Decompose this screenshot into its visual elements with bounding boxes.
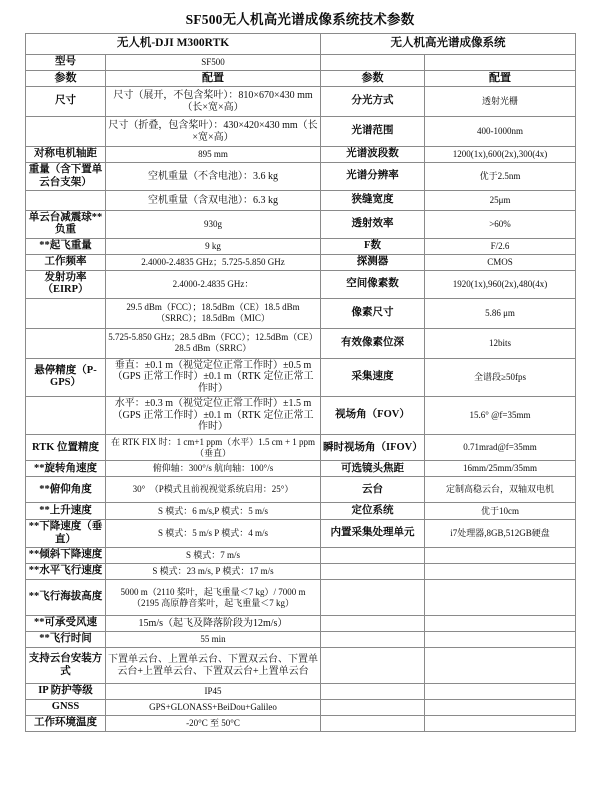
row-value-right [425, 684, 576, 700]
row-label-right: 像素尺寸 [321, 298, 425, 328]
row-label-left: **下降速度（垂直） [26, 520, 106, 548]
row-label-left: 发射功率（EIRP） [26, 270, 106, 298]
row-label-left: **旋转角速度 [26, 461, 106, 477]
row-value-right: F/2.6 [425, 238, 576, 254]
row-label-left: 单云台减震球**负重 [26, 211, 106, 239]
table-row [26, 648, 576, 684]
row-value-right: 16mm/25mm/35mm [425, 461, 576, 477]
row-value-right: 15.6° @f=35mm [425, 396, 576, 434]
row-label-left: **水平飞行速度 [26, 564, 106, 580]
row-label-left: 工作频率 [26, 254, 106, 270]
row-label-right: 内置采集处理单元 [321, 520, 425, 548]
row-value-left: 下置单云台、上置单云台、下置双云台、下置单云台+上置单云台、下置双云台+上置单云台 [106, 648, 321, 684]
row-value-right: 1200(1x),600(2x),300(4x) [425, 147, 576, 163]
column-header-row [26, 71, 576, 87]
row-value-right [425, 616, 576, 632]
row-label-left: 支持云台安装方式 [26, 648, 106, 684]
table-row [26, 328, 576, 358]
row-label-right: 光谱范围 [321, 117, 425, 147]
row-label-left: **飞行时间 [26, 632, 106, 648]
row-label-right: 透射效率 [321, 211, 425, 239]
row-label-left: 悬停精度（P-GPS） [26, 358, 106, 396]
group-header-row [26, 34, 576, 55]
row-label-right: 空间像素数 [321, 270, 425, 298]
row-value-right: 透射光栅 [425, 87, 576, 117]
row-label-left: 对称电机轴距 [26, 147, 106, 163]
row-value-right [425, 716, 576, 732]
row-value-left: 尺寸（折叠，包含桨叶）：430×420×430 mm（长×宽×高） [106, 117, 321, 147]
row-value-right: 优于10cm [425, 503, 576, 520]
row-label-right: 采集速度 [321, 358, 425, 396]
page-title: SF500无人机高光谱成像系统技术参数 [185, 12, 415, 27]
row-value-left: 9 kg [106, 238, 321, 254]
table-row [26, 684, 576, 700]
row-label-left: **起飞重量 [26, 238, 106, 254]
row-value-right [425, 580, 576, 616]
model-row [26, 55, 576, 71]
col-header-left-param: 参数 [26, 71, 106, 87]
row-value-right [425, 548, 576, 564]
row-label-right: 有效像素位深 [321, 328, 425, 358]
table-row [26, 580, 576, 616]
row-label-right [321, 564, 425, 580]
row-value-left: 5.725-5.850 GHz；28.5 dBm（FCC）；12.5dBm（CE）28.5 dBm（SRRC） [106, 328, 321, 358]
table-row [26, 211, 576, 239]
row-value-right [425, 648, 576, 684]
row-value-right: 25μm [425, 191, 576, 211]
row-value-left: 空机重量（不含电池）：3.6 kg [106, 163, 321, 191]
row-value-right: 定制高稳云台，双轴双电机 [425, 477, 576, 503]
row-label-left: 重量（含下置单云台支架） [26, 163, 106, 191]
table-row [26, 298, 576, 328]
row-value-left: 930g [106, 211, 321, 239]
table-row [26, 358, 576, 396]
row-label-right [321, 580, 425, 616]
row-label-right: F数 [321, 238, 425, 254]
row-label-right: 视场角（FOV） [321, 396, 425, 434]
row-value-left: 55 min [106, 632, 321, 648]
row-value-left: 尺寸（展开，不包含桨叶）：810×670×430 mm（长×宽×高） [106, 87, 321, 117]
row-label-right [321, 716, 425, 732]
row-value-left: S 模式：6 m/s,P 模式：5 m/s [106, 503, 321, 520]
row-label-left: **飞行海拔高度 [26, 580, 106, 616]
row-value-left: 29.5 dBm（FCC）；18.5dBm（CE）18.5 dBm（SRRC）；18.5dBm（MIC） [106, 298, 321, 328]
table-row [26, 147, 576, 163]
table-body [26, 34, 576, 732]
row-label-left: **倾斜下降速度 [26, 548, 106, 564]
table-row [26, 270, 576, 298]
row-label-right: 瞬时视场角（IFOV） [321, 435, 425, 461]
row-value-left: -20°C 至 50°C [106, 716, 321, 732]
row-value-right [425, 632, 576, 648]
row-label-right: 分光方式 [321, 87, 425, 117]
row-value-left: 2.4000-2.4835 GHz： [106, 270, 321, 298]
row-value-right: 12bits [425, 328, 576, 358]
row-label-right [321, 684, 425, 700]
row-label-left [26, 117, 106, 147]
model-value: SF500 [106, 55, 321, 71]
group-header-right: 无人机高光谱成像系统 [321, 34, 576, 55]
table-row [26, 87, 576, 117]
row-value-left: IP45 [106, 684, 321, 700]
row-label-left [26, 396, 106, 434]
row-value-right [425, 700, 576, 716]
row-label-left: IP 防护等级 [26, 684, 106, 700]
row-label-right [321, 700, 425, 716]
row-value-right: 全谱段≥50fps [425, 358, 576, 396]
row-label-left [26, 298, 106, 328]
row-value-right: 1920(1x),960(2x),480(4x) [425, 270, 576, 298]
table-row [26, 716, 576, 732]
row-value-left: 5000 m（2110 桨叶，起飞重量＜7 kg）/ 7000 m（2195 高原静音桨叶，起飞重量＜7 kg） [106, 580, 321, 616]
table-row [26, 396, 576, 434]
row-label-left [26, 191, 106, 211]
row-label-left: RTK 位置精度 [26, 435, 106, 461]
table-row [26, 548, 576, 564]
row-value-left: S 模式：5 m/s P 模式：4 m/s [106, 520, 321, 548]
table-row [26, 163, 576, 191]
row-label-right [321, 648, 425, 684]
table-row [26, 520, 576, 548]
row-value-left: S 模式：7 m/s [106, 548, 321, 564]
table-row [26, 616, 576, 632]
model-label: 型号 [26, 55, 106, 71]
row-label-right: 探测器 [321, 254, 425, 270]
specifications-table [25, 33, 576, 732]
row-value-left: 水平：±0.3 m（视觉定位正常工作时）±1.5 m（GPS 正常工作时）±0.1 m（RTK 定位正常工作时） [106, 396, 321, 434]
row-value-right: >60% [425, 211, 576, 239]
model-right-value [425, 55, 576, 71]
table-row [26, 632, 576, 648]
row-value-left: 俯仰轴：300°/s 航向轴：100°/s [106, 461, 321, 477]
table-row [26, 117, 576, 147]
row-value-right [425, 564, 576, 580]
row-value-left: 在 RTK FIX 时：1 cm+1 ppm（水平）1.5 cm + 1 ppm（垂直） [106, 435, 321, 461]
table-row [26, 238, 576, 254]
table-row [26, 700, 576, 716]
row-value-right: CMOS [425, 254, 576, 270]
row-label-right: 狭缝宽度 [321, 191, 425, 211]
row-label-right: 光谱分辨率 [321, 163, 425, 191]
row-label-left [26, 328, 106, 358]
col-header-right-param: 参数 [321, 71, 425, 87]
row-value-right: 优于2.5nm [425, 163, 576, 191]
row-label-left: 尺寸 [26, 87, 106, 117]
row-label-right: 可选镜头焦距 [321, 461, 425, 477]
model-right-label [321, 55, 425, 71]
row-label-left: **上升速度 [26, 503, 106, 520]
table-row [26, 477, 576, 503]
row-value-left: 895 mm [106, 147, 321, 163]
row-value-left: 2.4000-2.4835 GHz；5.725-5.850 GHz [106, 254, 321, 270]
table-row [26, 435, 576, 461]
table-row [26, 191, 576, 211]
row-label-left: 工作环境温度 [26, 716, 106, 732]
row-value-left: 15m/s（起飞及降落阶段为12m/s） [106, 616, 321, 632]
row-value-left: S 模式：23 m/s, P 模式：17 m/s [106, 564, 321, 580]
col-header-left-config: 配置 [106, 71, 321, 87]
row-label-right [321, 616, 425, 632]
table-row [26, 461, 576, 477]
row-value-right: i7处理器,8GB,512GB硬盘 [425, 520, 576, 548]
col-header-right-config: 配置 [425, 71, 576, 87]
table-row [26, 254, 576, 270]
row-label-left: GNSS [26, 700, 106, 716]
row-label-right [321, 632, 425, 648]
table-row [26, 564, 576, 580]
row-label-left: **俯仰角度 [26, 477, 106, 503]
row-label-right: 光谱波段数 [321, 147, 425, 163]
row-value-right: 0.71mrad@f=35mm [425, 435, 576, 461]
row-label-right [321, 548, 425, 564]
row-label-right: 定位系统 [321, 503, 425, 520]
group-header-left: 无人机-DJI M300RTK [26, 34, 321, 55]
row-value-left: 30° （P模式且前视视觉系统启用：25°） [106, 477, 321, 503]
row-value-right: 400-1000nm [425, 117, 576, 147]
row-value-right: 5.86 μm [425, 298, 576, 328]
row-value-left: GPS+GLONASS+BeiDou+Galileo [106, 700, 321, 716]
row-value-left: 垂直：±0.1 m（视觉定位正常工作时）±0.5 m（GPS 正常工作时）±0.1 m（RTK 定位正常工作时） [106, 358, 321, 396]
row-label-right: 云台 [321, 477, 425, 503]
table-row [26, 503, 576, 520]
row-label-left: **可承受风速 [26, 616, 106, 632]
row-value-left: 空机重量（含双电池）：6.3 kg [106, 191, 321, 211]
